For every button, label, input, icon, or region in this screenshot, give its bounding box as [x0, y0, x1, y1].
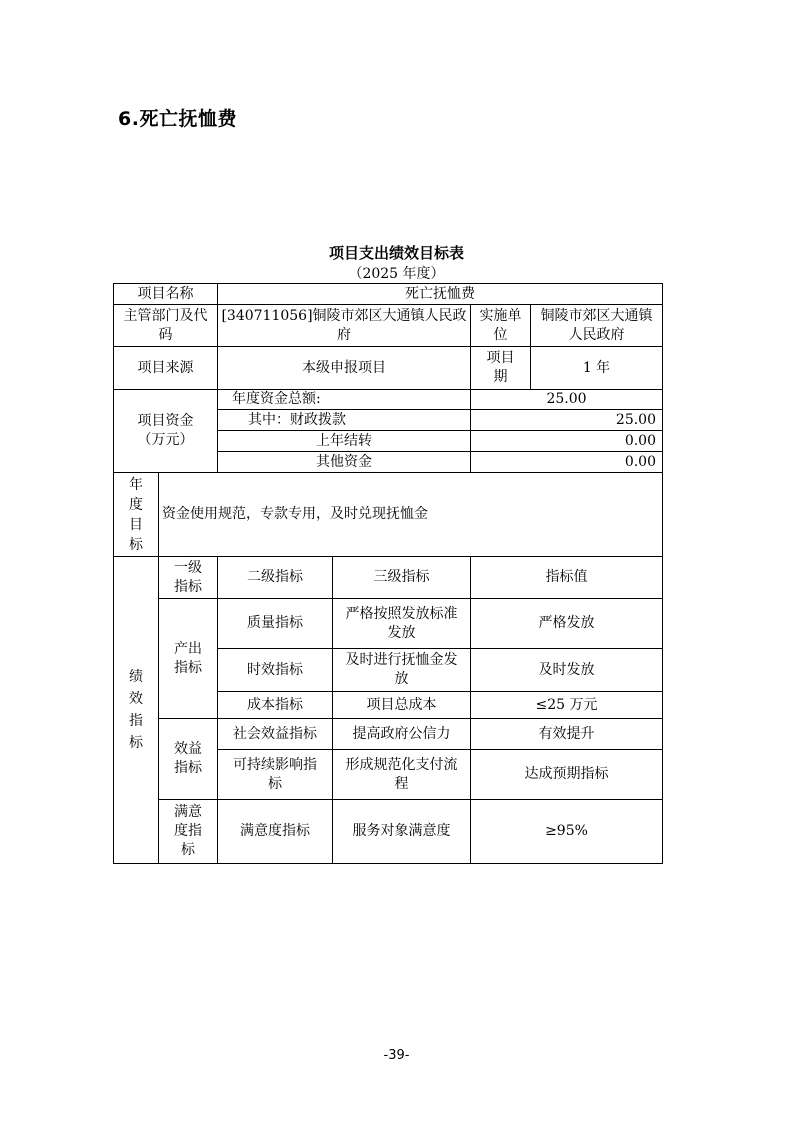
header-value: 指标值 — [471, 557, 663, 599]
source-value: 本级申报项目 — [218, 347, 471, 390]
annual-goal-label: 年度目标 — [114, 473, 159, 557]
row-l2: 可持续影响指标 — [218, 750, 333, 800]
row-l3: 服务对象满意度 — [333, 800, 471, 864]
output-label: 产出指标 — [159, 599, 218, 719]
header-level3: 三级指标 — [333, 557, 471, 599]
fund-other-label: 其他资金 — [218, 452, 471, 473]
fund-carry-value: 0.00 — [471, 431, 663, 452]
header-level2: 二级指标 — [218, 557, 333, 599]
satisfaction-label: 满意度指标 — [159, 800, 218, 864]
fund-fiscal-value: 25.00 — [471, 410, 663, 431]
row-l2: 时效指标 — [218, 649, 333, 692]
table-row — [114, 800, 663, 864]
annual-goal-value: 资金使用规范，专款专用，及时兑现抚恤金 — [159, 473, 663, 557]
row-l2: 质量指标 — [218, 599, 333, 649]
section-heading: 6.死亡抚恤费 — [118, 108, 237, 130]
table-row — [114, 305, 663, 347]
project-name-label: 项目名称 — [114, 284, 218, 305]
dept-value: [340711056]铜陵市郊区大通镇人民政府 — [218, 305, 471, 347]
row-value: ≤25 万元 — [471, 692, 663, 719]
fund-fiscal-label: 其中：财政拨款 — [218, 410, 471, 431]
table-row — [114, 473, 663, 557]
fund-carry-label: 上年结转 — [218, 431, 471, 452]
row-value: 达成预期指标 — [471, 750, 663, 800]
page-number: -39- — [383, 1048, 410, 1063]
table-title: 项目支出绩效目标表 — [328, 244, 464, 262]
period-label: 项目期 — [471, 347, 531, 390]
fund-total-value: 25.00 — [471, 390, 663, 410]
table-row — [114, 390, 663, 410]
dept-label: 主管部门及代码 — [114, 305, 218, 347]
row-value: 严格发放 — [471, 599, 663, 649]
table-row — [114, 557, 663, 599]
row-value: 及时发放 — [471, 649, 663, 692]
impl-label: 实施单位 — [471, 305, 531, 347]
row-l3: 形成规范化支付流程 — [333, 750, 471, 800]
period-value: 1 年 — [531, 347, 663, 390]
perf-label: 绩效指标 — [114, 557, 159, 864]
row-l3: 提高政府公信力 — [333, 719, 471, 750]
table-year: （2025 年度） — [348, 266, 445, 282]
fund-total-label: 年度资金总额: — [218, 390, 471, 410]
project-name-value: 死亡抚恤费 — [218, 284, 663, 305]
source-label: 项目来源 — [114, 347, 218, 390]
row-l3: 严格按照发放标准发放 — [333, 599, 471, 649]
row-value: ≥95% — [471, 800, 663, 864]
table-row — [114, 719, 663, 750]
table-row — [114, 284, 663, 305]
header-level1: 一级指标 — [159, 557, 218, 599]
impl-value: 铜陵市郊区大通镇人民政府 — [531, 305, 663, 347]
fund-other-value: 0.00 — [471, 452, 663, 473]
row-l2: 满意度指标 — [218, 800, 333, 864]
performance-goal-table — [113, 283, 663, 864]
table-row — [114, 347, 663, 390]
table-row — [114, 599, 663, 649]
row-l3: 及时进行抚恤金发放 — [333, 649, 471, 692]
effect-label: 效益指标 — [159, 719, 218, 800]
row-value: 有效提升 — [471, 719, 663, 750]
row-l2: 社会效益指标 — [218, 719, 333, 750]
row-l3: 项目总成本 — [333, 692, 471, 719]
row-l2: 成本指标 — [218, 692, 333, 719]
fund-label: 项目资金（万元） — [114, 390, 218, 473]
